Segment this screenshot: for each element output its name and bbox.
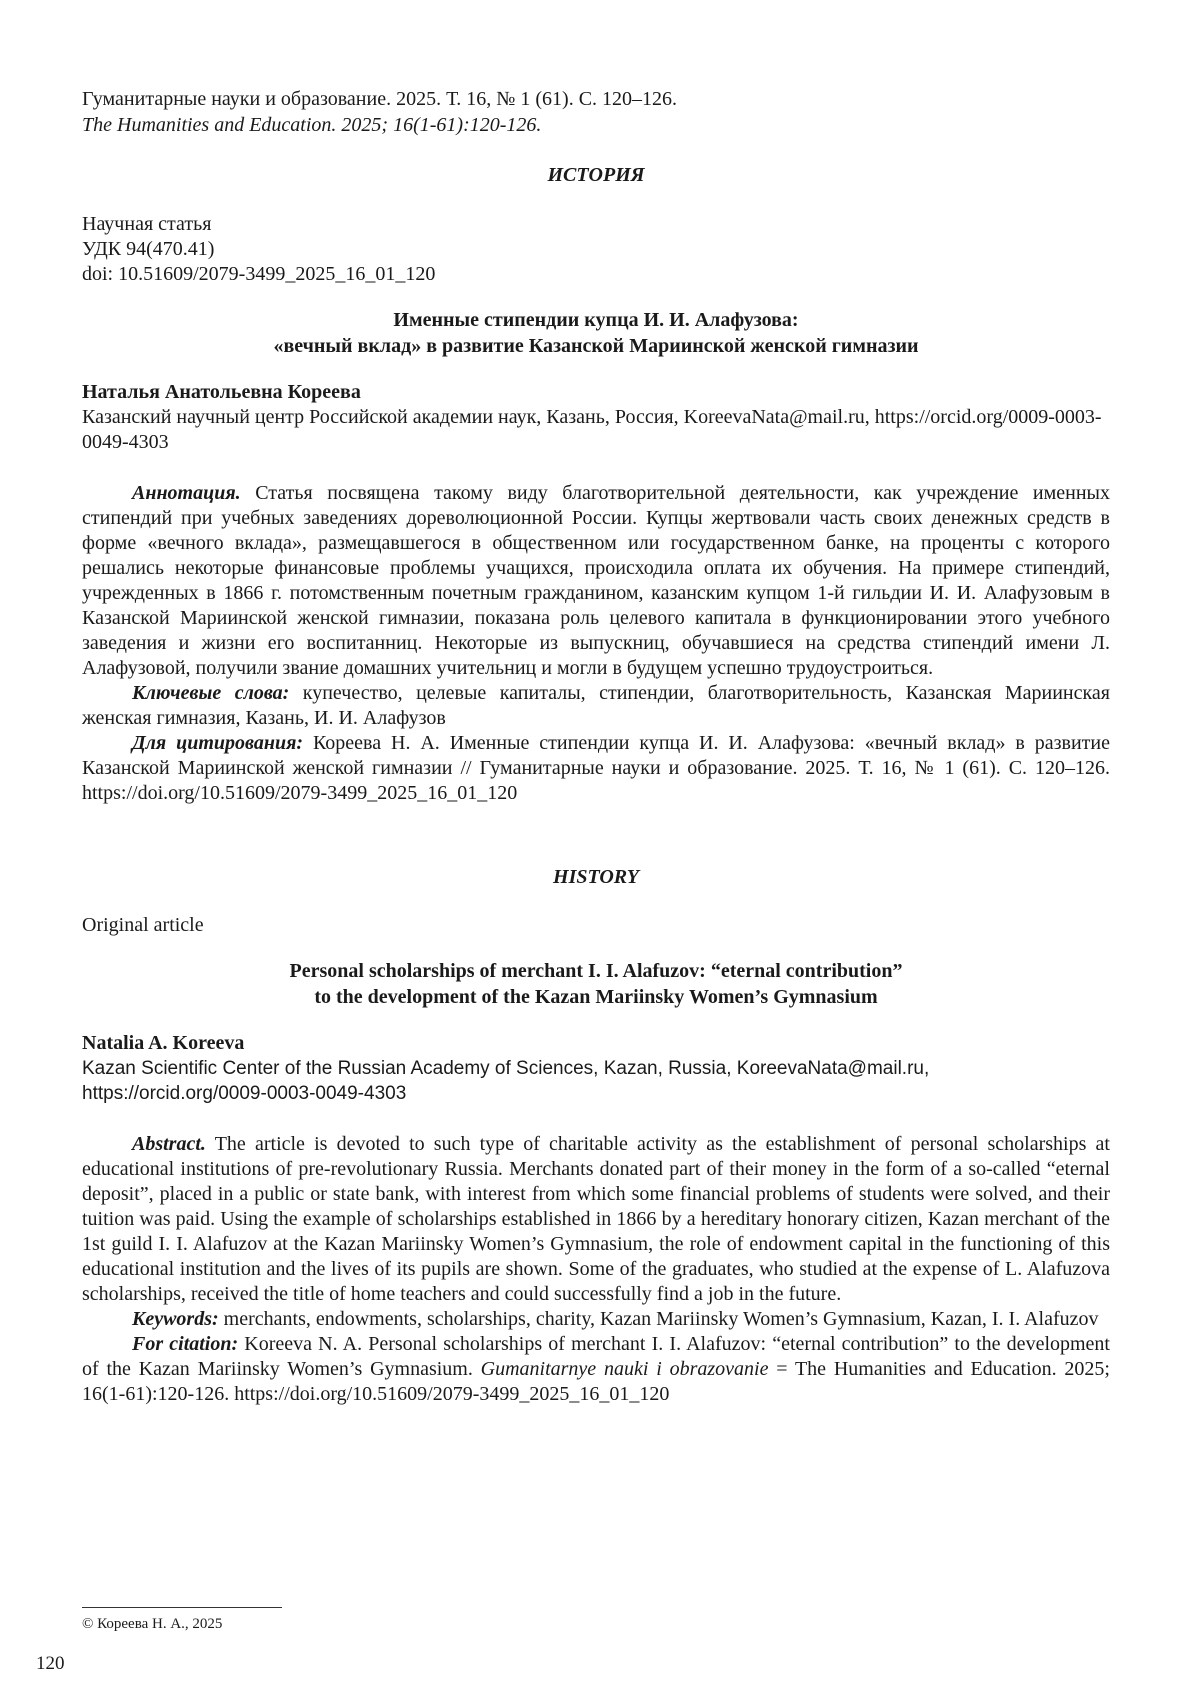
article-title-en <box>82 958 1110 1010</box>
citation-text-en-2: = The Humanities and Education. 2025; 16(1-61):120-126. https://doi.org/10.51609/2079-3499_2025_16_01_120 <box>82 1358 1110 1405</box>
keywords-ru <box>82 681 1110 731</box>
article-type-en: Original article <box>82 914 204 936</box>
footnote-divider <box>82 1607 282 1608</box>
abstract-label-en: Abstract. <box>132 1133 206 1155</box>
journal-reference-en: The Humanities and Education. 2025; 16(1-61):120-126. <box>82 114 542 136</box>
journal-reference <box>82 86 1110 138</box>
keywords-label-en: Keywords: <box>132 1308 219 1330</box>
abstract-en <box>82 1132 1110 1307</box>
article-type-ru: Научная статья <box>82 213 212 235</box>
abstract-ru <box>82 481 1110 681</box>
citation-label-ru: Для цитирования: <box>132 732 304 754</box>
author-name-en: Natalia A. Koreeva <box>82 1032 245 1054</box>
citation-label-en: For citation: <box>132 1333 239 1355</box>
citation-en <box>82 1332 1110 1407</box>
citation-journal-en: Gumanitarnye nauki i obrazovanie <box>480 1358 769 1380</box>
page-number: 120 <box>36 1653 65 1674</box>
section-heading-ru: ИСТОРИЯ <box>547 164 645 186</box>
doi: doi: 10.51609/2079-3499_2025_16_01_120 <box>82 263 436 285</box>
citation-text-ru: Кореева Н. А. Именные стипендии купца И. И. Алафузова: «вечный вклад» в развитие Казанской Мариинской женской гимназии // Гуманитарные науки и образование. 2025. Т. 16, № 1 (61). С. 120–126. https://doi.org/10.51609/2079-3499_2025_16_01_120 <box>82 732 1110 804</box>
keywords-en <box>82 1307 1110 1332</box>
title-ru-line-2: «вечный вклад» в развитие Казанской Мариинской женской гимназии <box>273 335 919 357</box>
author-affiliation-en: Kazan Scientific Center of the Russian Academy of Sciences, Kazan, Russia, KoreevaNata@mail.ru, https://orcid.org/0009-0003-0049-4303 <box>82 1058 930 1104</box>
abstract-label-ru: Аннотация. <box>132 482 241 504</box>
title-en-line-1: Personal scholarships of merchant I. I. Alafuzov: “eternal contribution” <box>289 960 903 982</box>
citation-ru <box>82 731 1110 806</box>
keywords-label-ru: Ключевые слова: <box>132 682 290 704</box>
journal-reference-ru: Гуманитарные науки и образование. 2025. Т. 16, № 1 (61). С. 120–126. <box>82 88 678 110</box>
abstract-text-ru: Статья посвящена такому виду благотворительной деятельности, как учреждение именных стипендий при учебных заведениях дореволюционной России. Купцы жертвовали часть своих денежных средств в форме «вечного вклада», размещавшегося в общественном или государственном банке, на проценты с которого решались некоторые финансовые проблемы учащихся, происходила оплата их обучения. На примере стипендий, учрежденных в 1866 г. потомственным почетным гражданином, казанским купцом 1-й гильдии И. И. Алафузовым в Казанской Мариинской женской гимназии, показана роль целевого капитала в функционировании этого учебного заведения и жизни его воспитанниц. Некоторые из выпускниц, обучавшиеся на средства стипендий имени Л. Алафузовой, получили звание домашних учительниц и могли в будущем успешно трудоустроиться. <box>82 482 1110 679</box>
section-heading-en: HISTORY <box>553 866 639 888</box>
title-en-line-2: to the development of the Kazan Mariinsky Women’s Gymnasium <box>314 986 878 1008</box>
author-affiliation-ru: Казанский научный центр Российской академии наук, Казань, Россия, KoreevaNata@mail.ru, https://orcid.org/0009-0003-0049-4303 <box>82 406 1102 453</box>
article-page <box>82 86 1110 1407</box>
keywords-text-en: merchants, endowments, scholarships, charity, Kazan Mariinsky Women’s Gymnasium, Kazan, I. I. Alafuzov <box>218 1308 1099 1330</box>
citation-text-en-1: Koreeva N. A. Personal scholarships of merchant I. I. Alafuzov: “eternal contribution” to the development of the Kazan Mariinsky Women’s Gymnasium. <box>82 1333 1110 1380</box>
author-name-ru: Наталья Анатольевна Кореева <box>82 381 361 403</box>
abstract-text-en: The article is devoted to such type of charitable activity as the establishment of personal scholarships at educational institutions of pre-revolutionary Russia. Merchants donated part of their money in the form of a so-called “eternal deposit”, placed in a public or state bank, with interest from which some financial problems of students were solved, and their tuition was paid. Using the example of scholarships established in 1866 by a hereditary honorary citizen, Kazan merchant of the 1st guild I. I. Alafuzov at the Kazan Mariinsky Women’s Gymnasium, the role of endowment capital in the functioning of this educational institution and the lives of its pupils are shown. Some of the graduates, who studied at the expense of L. Alafuzova scholarships, received the title of home teachers and could successfully find a job in the future. <box>82 1133 1110 1305</box>
title-ru-line-1: Именные стипендии купца И. И. Алафузова: <box>393 309 799 331</box>
article-meta-ru <box>82 212 1110 287</box>
copyright-footnote: © Кореева Н. А., 2025 <box>82 1616 223 1632</box>
udk: УДК 94(470.41) <box>82 238 215 260</box>
keywords-text-ru: купечество, целевые капиталы, стипендии, благотворительность, Казанская Мариинская женская гимназия, Казань, И. И. Алафузов <box>82 682 1111 729</box>
article-title-ru <box>82 307 1110 359</box>
